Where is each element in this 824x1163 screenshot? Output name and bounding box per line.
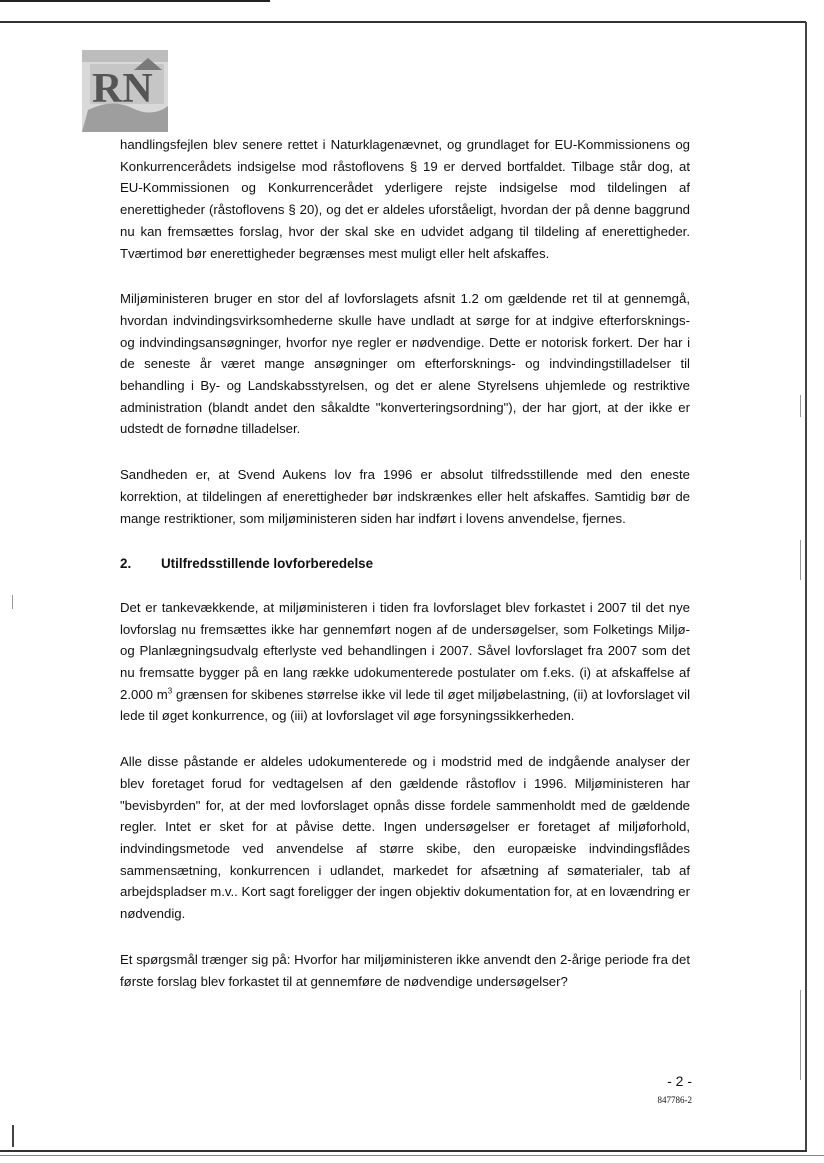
letter-body: [120, 134, 690, 1016]
right-border-line: [805, 22, 807, 1152]
top-border-line: [0, 21, 806, 23]
section-heading: [120, 553, 690, 575]
paragraph: Miljøministeren bruger en stor del af lovforslagets afsnit 1.2 om gældende ret til at gennemgå, hvordan indvindingsvirksomhederne skulle have undladt at sørge for at indgive efterforsknings- og indvindingsansøgninger, hvorfor nye regler er nødvendige. Dette er notorisk forkert. Der har i de seneste år været mange ansøgninger om efterforsknings- og indvindingstilladelser til behandling i By- og Landskabsstyrelsen, og det er alene Styrelsens uhjemlede og restriktive administration (blandt andet den såkaldte "konverteringsordning"), der har gjort, at der ikke er udstedt de fornødne tilladelser.: [120, 291, 690, 437]
margin-mark: [12, 595, 13, 609]
document-number: 847786-2: [657, 1095, 692, 1105]
bottom-border-line: [0, 1150, 807, 1152]
margin-mark: [12, 1125, 14, 1147]
margin-mark: [800, 990, 801, 1080]
superscript: 3: [167, 686, 173, 696]
section-number: 2.: [120, 556, 132, 572]
paragraph: Sandheden er, at Svend Aukens lov fra 1996 er absolut tilfredsstillende med den eneste korrektion, at tildelingen af enerettigheder bør indskrænkes eller helt afskaffes. Samtidig bør de mange restriktioner, som miljøministeren siden har indført i lovens anvendelse, fjernes.: [120, 467, 690, 526]
paragraph: Alle disse påstande er aldeles udokumenterede og i modstrid med de indgående analyser der blev foretaget forud for vedtagelsen af den gældende råstoflov i 1996. Miljøministeren har "bevisbyrden" for, at der med lovforslaget opnås disse fordele sammenholdt med de gældende regler. Intet er sket for at påvise dette. Ingen undersøgelser er foretaget af miljøforhold, indvindingsmetode ved anvendelse af større skibe, den europæiske indvindingsflådes sammensætning, konkurrencen i udlandet, markedet for afsætning af sømaterialer, tab af arbejdspladser m.v.. Kort sagt foreligger der ingen objektiv dokumentation for, at en lovændring er nødvendig.: [120, 754, 690, 922]
paragraph-text: Det er tankevækkende, at miljøministeren i tiden fra lovforslaget blev forkastet i 2007 til det nye lovforslag nu fremsættes ikke har gennemført nogen af de undersøgelser, som Folketings Miljø- og Planlægningsudvalg efterlyste ved behandlingen i 2007. Såvel lovforslaget fra 2007 som det nu fremsatte bygger på en lang række udokumenterede postulater om f.eks. (i) at afskaffelse af 2.000 m: [120, 599, 690, 702]
bottom-scan-line: [0, 1155, 824, 1156]
top-scan-rule: [0, 0, 270, 2]
paragraph: handlingsfejlen blev senere rettet i Naturklagenævnet, og grundlaget for EU-Kommissionens og Konkurrencerådets indsigelse mod råstoflovens § 19 er derved bortfaldet. Tilbage står dog, at EU-Kommissionen og Konkurrencerådet yderligere rejste indsigelse mod tildelingen af enerettigheder (råstoflovens § 20), og det er aldeles uforståeligt, hvordan der på denne baggrund nu kan fremsættes forslag, hvor der skal ske en udvidet adgang til tildeling af enerettigheder. Tværtimod bør enerettigheder begrænses mest muligt eller helt afskaffes.: [120, 137, 690, 261]
page-number: - 2 -: [667, 1073, 692, 1089]
section-title: Utilfredsstillende lovforberedelse: [161, 556, 374, 572]
margin-mark: [800, 540, 801, 580]
paragraph: [120, 597, 690, 727]
paragraph-text: grænsen for skibenes størrelse ikke vil lede til øget miljøbelastning, (ii) at lovforslaget vil lede til øget konkurrence, og (iii) at lovforslaget vil øge forsyningssikkerheden.: [120, 686, 690, 724]
margin-mark: [800, 395, 801, 417]
logo-lettering: RN: [92, 66, 153, 112]
company-logo: [82, 50, 168, 132]
paragraph: Et spørgsmål trænger sig på: Hvorfor har miljøministeren ikke anvendt den 2-årige periode fra det første forslag blev forkastet til at gennemføre de nødvendige undersøgelser?: [120, 951, 690, 989]
